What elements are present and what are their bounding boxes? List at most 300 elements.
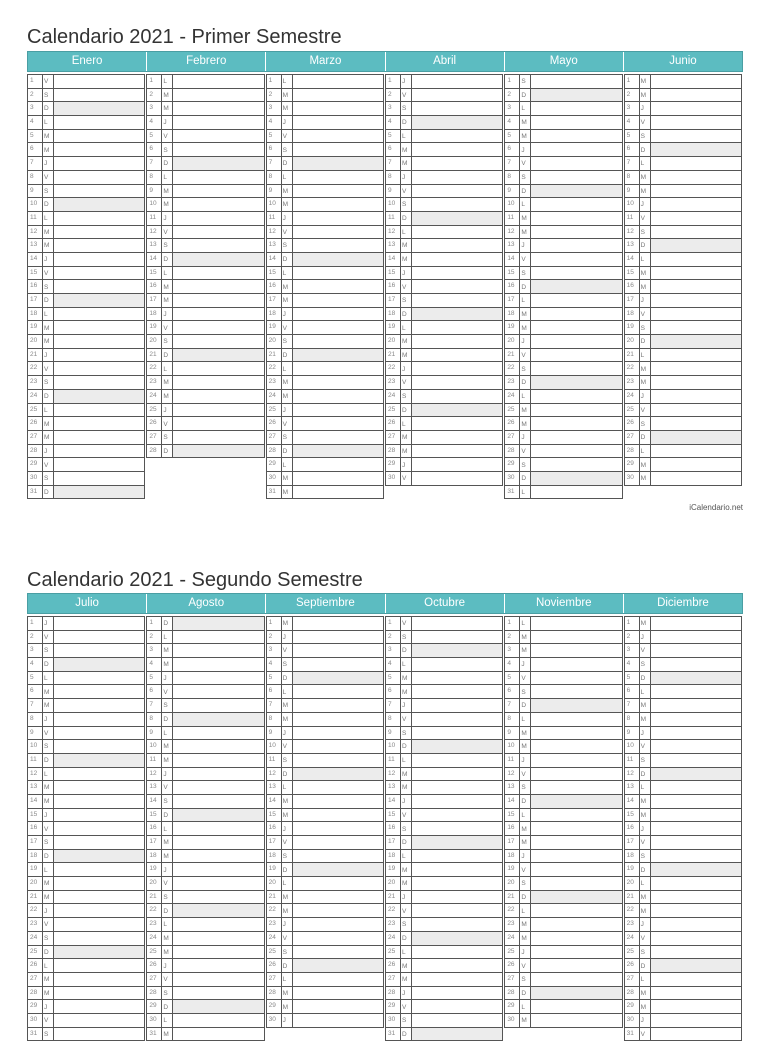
- day-note-cell[interactable]: [531, 321, 621, 334]
- day-note-cell[interactable]: [651, 472, 741, 485]
- day-note-cell[interactable]: [293, 987, 383, 1000]
- day-note-cell[interactable]: [531, 417, 621, 430]
- day-note-cell[interactable]: [412, 349, 502, 362]
- day-note-cell[interactable]: [173, 918, 263, 931]
- day-note-cell[interactable]: [531, 445, 621, 458]
- day-note-cell[interactable]: [531, 349, 621, 362]
- day-note-cell[interactable]: [54, 891, 144, 904]
- day-note-cell[interactable]: [54, 212, 144, 225]
- day-note-cell[interactable]: [412, 198, 502, 211]
- day-note-cell[interactable]: [531, 727, 621, 740]
- day-note-cell[interactable]: [173, 932, 263, 945]
- day-note-cell[interactable]: [293, 932, 383, 945]
- day-note-cell[interactable]: [651, 417, 741, 430]
- day-note-cell[interactable]: [293, 946, 383, 959]
- day-note-cell[interactable]: [293, 226, 383, 239]
- day-note-cell[interactable]: [54, 946, 144, 959]
- day-note-cell[interactable]: [54, 1014, 144, 1027]
- day-note-cell[interactable]: [531, 390, 621, 403]
- day-note-cell[interactable]: [293, 713, 383, 726]
- day-note-cell[interactable]: [651, 836, 741, 849]
- day-note-cell[interactable]: [293, 918, 383, 931]
- day-note-cell[interactable]: [293, 321, 383, 334]
- day-note-cell[interactable]: [173, 102, 263, 115]
- day-note-cell[interactable]: [412, 472, 502, 485]
- day-note-cell[interactable]: [173, 89, 263, 102]
- day-note-cell[interactable]: [531, 891, 621, 904]
- day-note-cell[interactable]: [54, 877, 144, 890]
- day-note-cell[interactable]: [651, 1000, 741, 1013]
- day-note-cell[interactable]: [293, 727, 383, 740]
- day-note-cell[interactable]: [531, 959, 621, 972]
- day-note-cell[interactable]: [651, 171, 741, 184]
- day-note-cell[interactable]: [531, 973, 621, 986]
- day-note-cell[interactable]: [412, 740, 502, 753]
- day-note-cell[interactable]: [412, 431, 502, 444]
- day-note-cell[interactable]: [293, 863, 383, 876]
- day-note-cell[interactable]: [412, 404, 502, 417]
- day-note-cell[interactable]: [651, 727, 741, 740]
- day-note-cell[interactable]: [651, 143, 741, 156]
- day-note-cell[interactable]: [54, 143, 144, 156]
- day-note-cell[interactable]: [412, 877, 502, 890]
- day-note-cell[interactable]: [173, 631, 263, 644]
- day-note-cell[interactable]: [173, 253, 263, 266]
- day-note-cell[interactable]: [293, 1000, 383, 1013]
- day-note-cell[interactable]: [173, 335, 263, 348]
- day-note-cell[interactable]: [412, 130, 502, 143]
- day-note-cell[interactable]: [54, 321, 144, 334]
- day-note-cell[interactable]: [651, 294, 741, 307]
- day-note-cell[interactable]: [651, 946, 741, 959]
- day-note-cell[interactable]: [412, 754, 502, 767]
- day-note-cell[interactable]: [651, 102, 741, 115]
- day-note-cell[interactable]: [651, 795, 741, 808]
- day-note-cell[interactable]: [651, 157, 741, 170]
- day-note-cell[interactable]: [651, 75, 741, 88]
- day-note-cell[interactable]: [531, 740, 621, 753]
- day-note-cell[interactable]: [293, 280, 383, 293]
- day-note-cell[interactable]: [531, 1014, 621, 1027]
- day-note-cell[interactable]: [412, 836, 502, 849]
- day-note-cell[interactable]: [173, 904, 263, 917]
- day-note-cell[interactable]: [54, 404, 144, 417]
- day-note-cell[interactable]: [173, 239, 263, 252]
- day-note-cell[interactable]: [651, 617, 741, 630]
- day-note-cell[interactable]: [54, 458, 144, 471]
- day-note-cell[interactable]: [412, 918, 502, 931]
- day-note-cell[interactable]: [412, 362, 502, 375]
- day-note-cell[interactable]: [54, 699, 144, 712]
- day-note-cell[interactable]: [531, 226, 621, 239]
- day-note-cell[interactable]: [173, 445, 263, 458]
- day-note-cell[interactable]: [54, 685, 144, 698]
- day-note-cell[interactable]: [412, 1014, 502, 1027]
- day-note-cell[interactable]: [412, 157, 502, 170]
- day-note-cell[interactable]: [173, 644, 263, 657]
- day-note-cell[interactable]: [293, 143, 383, 156]
- day-note-cell[interactable]: [54, 850, 144, 863]
- day-note-cell[interactable]: [173, 836, 263, 849]
- day-note-cell[interactable]: [531, 932, 621, 945]
- day-note-cell[interactable]: [412, 863, 502, 876]
- day-note-cell[interactable]: [531, 157, 621, 170]
- day-note-cell[interactable]: [293, 850, 383, 863]
- day-note-cell[interactable]: [531, 685, 621, 698]
- day-note-cell[interactable]: [293, 198, 383, 211]
- day-note-cell[interactable]: [412, 617, 502, 630]
- day-note-cell[interactable]: [651, 458, 741, 471]
- day-note-cell[interactable]: [531, 658, 621, 671]
- day-note-cell[interactable]: [293, 617, 383, 630]
- day-note-cell[interactable]: [531, 267, 621, 280]
- day-note-cell[interactable]: [54, 1000, 144, 1013]
- day-note-cell[interactable]: [651, 644, 741, 657]
- day-note-cell[interactable]: [54, 658, 144, 671]
- day-note-cell[interactable]: [531, 795, 621, 808]
- day-note-cell[interactable]: [651, 740, 741, 753]
- day-note-cell[interactable]: [651, 631, 741, 644]
- day-note-cell[interactable]: [54, 740, 144, 753]
- day-note-cell[interactable]: [293, 335, 383, 348]
- day-note-cell[interactable]: [54, 157, 144, 170]
- day-note-cell[interactable]: [293, 239, 383, 252]
- day-note-cell[interactable]: [531, 431, 621, 444]
- day-note-cell[interactable]: [54, 431, 144, 444]
- day-note-cell[interactable]: [293, 362, 383, 375]
- day-note-cell[interactable]: [531, 102, 621, 115]
- day-note-cell[interactable]: [293, 809, 383, 822]
- day-note-cell[interactable]: [531, 75, 621, 88]
- day-note-cell[interactable]: [173, 157, 263, 170]
- day-note-cell[interactable]: [651, 973, 741, 986]
- day-note-cell[interactable]: [293, 754, 383, 767]
- day-note-cell[interactable]: [651, 822, 741, 835]
- day-note-cell[interactable]: [54, 253, 144, 266]
- day-note-cell[interactable]: [173, 185, 263, 198]
- day-note-cell[interactable]: [54, 959, 144, 972]
- day-note-cell[interactable]: [651, 699, 741, 712]
- day-note-cell[interactable]: [412, 644, 502, 657]
- day-note-cell[interactable]: [651, 987, 741, 1000]
- day-note-cell[interactable]: [651, 362, 741, 375]
- day-note-cell[interactable]: [651, 308, 741, 321]
- day-note-cell[interactable]: [54, 445, 144, 458]
- day-note-cell[interactable]: [54, 362, 144, 375]
- day-note-cell[interactable]: [412, 685, 502, 698]
- day-note-cell[interactable]: [412, 294, 502, 307]
- day-note-cell[interactable]: [293, 658, 383, 671]
- day-note-cell[interactable]: [651, 768, 741, 781]
- day-note-cell[interactable]: [651, 891, 741, 904]
- day-note-cell[interactable]: [293, 116, 383, 129]
- day-note-cell[interactable]: [54, 280, 144, 293]
- day-note-cell[interactable]: [651, 349, 741, 362]
- day-note-cell[interactable]: [173, 75, 263, 88]
- day-note-cell[interactable]: [412, 239, 502, 252]
- day-note-cell[interactable]: [173, 822, 263, 835]
- day-note-cell[interactable]: [173, 1014, 263, 1027]
- day-note-cell[interactable]: [412, 143, 502, 156]
- day-note-cell[interactable]: [54, 904, 144, 917]
- day-note-cell[interactable]: [651, 904, 741, 917]
- day-note-cell[interactable]: [293, 740, 383, 753]
- day-note-cell[interactable]: [173, 768, 263, 781]
- day-note-cell[interactable]: [412, 171, 502, 184]
- day-note-cell[interactable]: [531, 672, 621, 685]
- day-note-cell[interactable]: [651, 445, 741, 458]
- day-note-cell[interactable]: [54, 631, 144, 644]
- day-note-cell[interactable]: [54, 644, 144, 657]
- day-note-cell[interactable]: [54, 267, 144, 280]
- day-note-cell[interactable]: [412, 658, 502, 671]
- day-note-cell[interactable]: [293, 822, 383, 835]
- day-note-cell[interactable]: [651, 253, 741, 266]
- day-note-cell[interactable]: [412, 631, 502, 644]
- day-note-cell[interactable]: [651, 754, 741, 767]
- day-note-cell[interactable]: [412, 280, 502, 293]
- day-note-cell[interactable]: [531, 644, 621, 657]
- day-note-cell[interactable]: [651, 212, 741, 225]
- day-note-cell[interactable]: [54, 918, 144, 931]
- day-note-cell[interactable]: [412, 946, 502, 959]
- day-note-cell[interactable]: [531, 631, 621, 644]
- day-note-cell[interactable]: [531, 699, 621, 712]
- day-note-cell[interactable]: [173, 809, 263, 822]
- day-note-cell[interactable]: [293, 959, 383, 972]
- day-note-cell[interactable]: [531, 863, 621, 876]
- day-note-cell[interactable]: [412, 390, 502, 403]
- day-note-cell[interactable]: [173, 171, 263, 184]
- day-note-cell[interactable]: [173, 294, 263, 307]
- day-note-cell[interactable]: [173, 116, 263, 129]
- day-note-cell[interactable]: [173, 877, 263, 890]
- day-note-cell[interactable]: [54, 987, 144, 1000]
- day-note-cell[interactable]: [412, 795, 502, 808]
- day-note-cell[interactable]: [531, 239, 621, 252]
- day-note-cell[interactable]: [412, 267, 502, 280]
- day-note-cell[interactable]: [293, 795, 383, 808]
- day-note-cell[interactable]: [651, 877, 741, 890]
- day-note-cell[interactable]: [412, 781, 502, 794]
- day-note-cell[interactable]: [54, 486, 144, 499]
- day-note-cell[interactable]: [173, 617, 263, 630]
- day-note-cell[interactable]: [293, 75, 383, 88]
- day-note-cell[interactable]: [531, 89, 621, 102]
- day-note-cell[interactable]: [54, 226, 144, 239]
- day-note-cell[interactable]: [293, 904, 383, 917]
- day-note-cell[interactable]: [54, 672, 144, 685]
- day-note-cell[interactable]: [54, 973, 144, 986]
- day-note-cell[interactable]: [651, 198, 741, 211]
- day-note-cell[interactable]: [173, 390, 263, 403]
- day-note-cell[interactable]: [173, 795, 263, 808]
- day-note-cell[interactable]: [651, 267, 741, 280]
- day-note-cell[interactable]: [54, 754, 144, 767]
- day-note-cell[interactable]: [293, 212, 383, 225]
- day-note-cell[interactable]: [651, 239, 741, 252]
- day-note-cell[interactable]: [54, 130, 144, 143]
- day-note-cell[interactable]: [651, 226, 741, 239]
- day-note-cell[interactable]: [54, 1028, 144, 1041]
- day-note-cell[interactable]: [531, 987, 621, 1000]
- day-note-cell[interactable]: [173, 198, 263, 211]
- day-note-cell[interactable]: [651, 932, 741, 945]
- day-note-cell[interactable]: [531, 918, 621, 931]
- day-note-cell[interactable]: [293, 685, 383, 698]
- day-note-cell[interactable]: [173, 212, 263, 225]
- day-note-cell[interactable]: [293, 781, 383, 794]
- day-note-cell[interactable]: [173, 431, 263, 444]
- day-note-cell[interactable]: [54, 822, 144, 835]
- day-note-cell[interactable]: [173, 376, 263, 389]
- day-note-cell[interactable]: [293, 768, 383, 781]
- day-note-cell[interactable]: [293, 102, 383, 115]
- day-note-cell[interactable]: [173, 1000, 263, 1013]
- day-note-cell[interactable]: [651, 1028, 741, 1041]
- day-note-cell[interactable]: [412, 891, 502, 904]
- day-note-cell[interactable]: [651, 850, 741, 863]
- day-note-cell[interactable]: [173, 699, 263, 712]
- day-note-cell[interactable]: [54, 294, 144, 307]
- day-note-cell[interactable]: [54, 89, 144, 102]
- day-note-cell[interactable]: [412, 417, 502, 430]
- day-note-cell[interactable]: [54, 713, 144, 726]
- day-note-cell[interactable]: [651, 863, 741, 876]
- day-note-cell[interactable]: [173, 740, 263, 753]
- day-note-cell[interactable]: [412, 75, 502, 88]
- day-note-cell[interactable]: [412, 809, 502, 822]
- day-note-cell[interactable]: [293, 891, 383, 904]
- day-note-cell[interactable]: [293, 417, 383, 430]
- day-note-cell[interactable]: [293, 157, 383, 170]
- day-note-cell[interactable]: [412, 253, 502, 266]
- day-note-cell[interactable]: [173, 946, 263, 959]
- day-note-cell[interactable]: [412, 335, 502, 348]
- day-note-cell[interactable]: [531, 877, 621, 890]
- day-note-cell[interactable]: [412, 672, 502, 685]
- day-note-cell[interactable]: [173, 349, 263, 362]
- day-note-cell[interactable]: [293, 973, 383, 986]
- day-note-cell[interactable]: [412, 116, 502, 129]
- day-note-cell[interactable]: [54, 75, 144, 88]
- day-note-cell[interactable]: [293, 404, 383, 417]
- day-note-cell[interactable]: [531, 617, 621, 630]
- day-note-cell[interactable]: [293, 1014, 383, 1027]
- day-note-cell[interactable]: [54, 198, 144, 211]
- day-note-cell[interactable]: [293, 171, 383, 184]
- day-note-cell[interactable]: [651, 809, 741, 822]
- day-note-cell[interactable]: [531, 850, 621, 863]
- day-note-cell[interactable]: [173, 727, 263, 740]
- day-note-cell[interactable]: [651, 959, 741, 972]
- day-note-cell[interactable]: [412, 1028, 502, 1041]
- day-note-cell[interactable]: [54, 417, 144, 430]
- day-note-cell[interactable]: [293, 130, 383, 143]
- day-note-cell[interactable]: [531, 904, 621, 917]
- day-note-cell[interactable]: [412, 713, 502, 726]
- day-note-cell[interactable]: [293, 672, 383, 685]
- day-note-cell[interactable]: [531, 768, 621, 781]
- day-note-cell[interactable]: [173, 891, 263, 904]
- day-note-cell[interactable]: [531, 294, 621, 307]
- day-note-cell[interactable]: [412, 376, 502, 389]
- day-note-cell[interactable]: [651, 685, 741, 698]
- day-note-cell[interactable]: [173, 658, 263, 671]
- day-note-cell[interactable]: [531, 781, 621, 794]
- day-note-cell[interactable]: [651, 713, 741, 726]
- day-note-cell[interactable]: [412, 458, 502, 471]
- day-note-cell[interactable]: [412, 308, 502, 321]
- day-note-cell[interactable]: [531, 130, 621, 143]
- day-note-cell[interactable]: [293, 486, 383, 499]
- day-note-cell[interactable]: [54, 335, 144, 348]
- day-note-cell[interactable]: [54, 376, 144, 389]
- day-note-cell[interactable]: [651, 431, 741, 444]
- day-note-cell[interactable]: [412, 185, 502, 198]
- day-note-cell[interactable]: [412, 699, 502, 712]
- day-note-cell[interactable]: [293, 631, 383, 644]
- day-note-cell[interactable]: [412, 102, 502, 115]
- day-note-cell[interactable]: [54, 617, 144, 630]
- day-note-cell[interactable]: [293, 349, 383, 362]
- day-note-cell[interactable]: [54, 102, 144, 115]
- day-note-cell[interactable]: [293, 472, 383, 485]
- day-note-cell[interactable]: [531, 376, 621, 389]
- day-note-cell[interactable]: [651, 130, 741, 143]
- day-note-cell[interactable]: [54, 116, 144, 129]
- day-note-cell[interactable]: [293, 445, 383, 458]
- day-note-cell[interactable]: [173, 267, 263, 280]
- day-note-cell[interactable]: [54, 809, 144, 822]
- day-note-cell[interactable]: [412, 1000, 502, 1013]
- day-note-cell[interactable]: [54, 239, 144, 252]
- day-note-cell[interactable]: [173, 672, 263, 685]
- day-note-cell[interactable]: [531, 362, 621, 375]
- day-note-cell[interactable]: [412, 987, 502, 1000]
- day-note-cell[interactable]: [54, 185, 144, 198]
- day-note-cell[interactable]: [412, 973, 502, 986]
- day-note-cell[interactable]: [412, 768, 502, 781]
- day-note-cell[interactable]: [173, 226, 263, 239]
- day-note-cell[interactable]: [412, 321, 502, 334]
- day-note-cell[interactable]: [651, 918, 741, 931]
- day-note-cell[interactable]: [54, 932, 144, 945]
- day-note-cell[interactable]: [531, 809, 621, 822]
- day-note-cell[interactable]: [173, 850, 263, 863]
- day-note-cell[interactable]: [173, 685, 263, 698]
- day-note-cell[interactable]: [651, 390, 741, 403]
- day-note-cell[interactable]: [293, 253, 383, 266]
- day-note-cell[interactable]: [293, 185, 383, 198]
- day-note-cell[interactable]: [173, 754, 263, 767]
- day-note-cell[interactable]: [531, 116, 621, 129]
- day-note-cell[interactable]: [54, 390, 144, 403]
- day-note-cell[interactable]: [531, 713, 621, 726]
- day-note-cell[interactable]: [412, 959, 502, 972]
- day-note-cell[interactable]: [173, 321, 263, 334]
- day-note-cell[interactable]: [293, 699, 383, 712]
- day-note-cell[interactable]: [173, 143, 263, 156]
- day-note-cell[interactable]: [173, 973, 263, 986]
- day-note-cell[interactable]: [531, 143, 621, 156]
- day-note-cell[interactable]: [651, 89, 741, 102]
- day-note-cell[interactable]: [54, 863, 144, 876]
- day-note-cell[interactable]: [173, 308, 263, 321]
- day-note-cell[interactable]: [651, 672, 741, 685]
- day-note-cell[interactable]: [651, 376, 741, 389]
- day-note-cell[interactable]: [293, 376, 383, 389]
